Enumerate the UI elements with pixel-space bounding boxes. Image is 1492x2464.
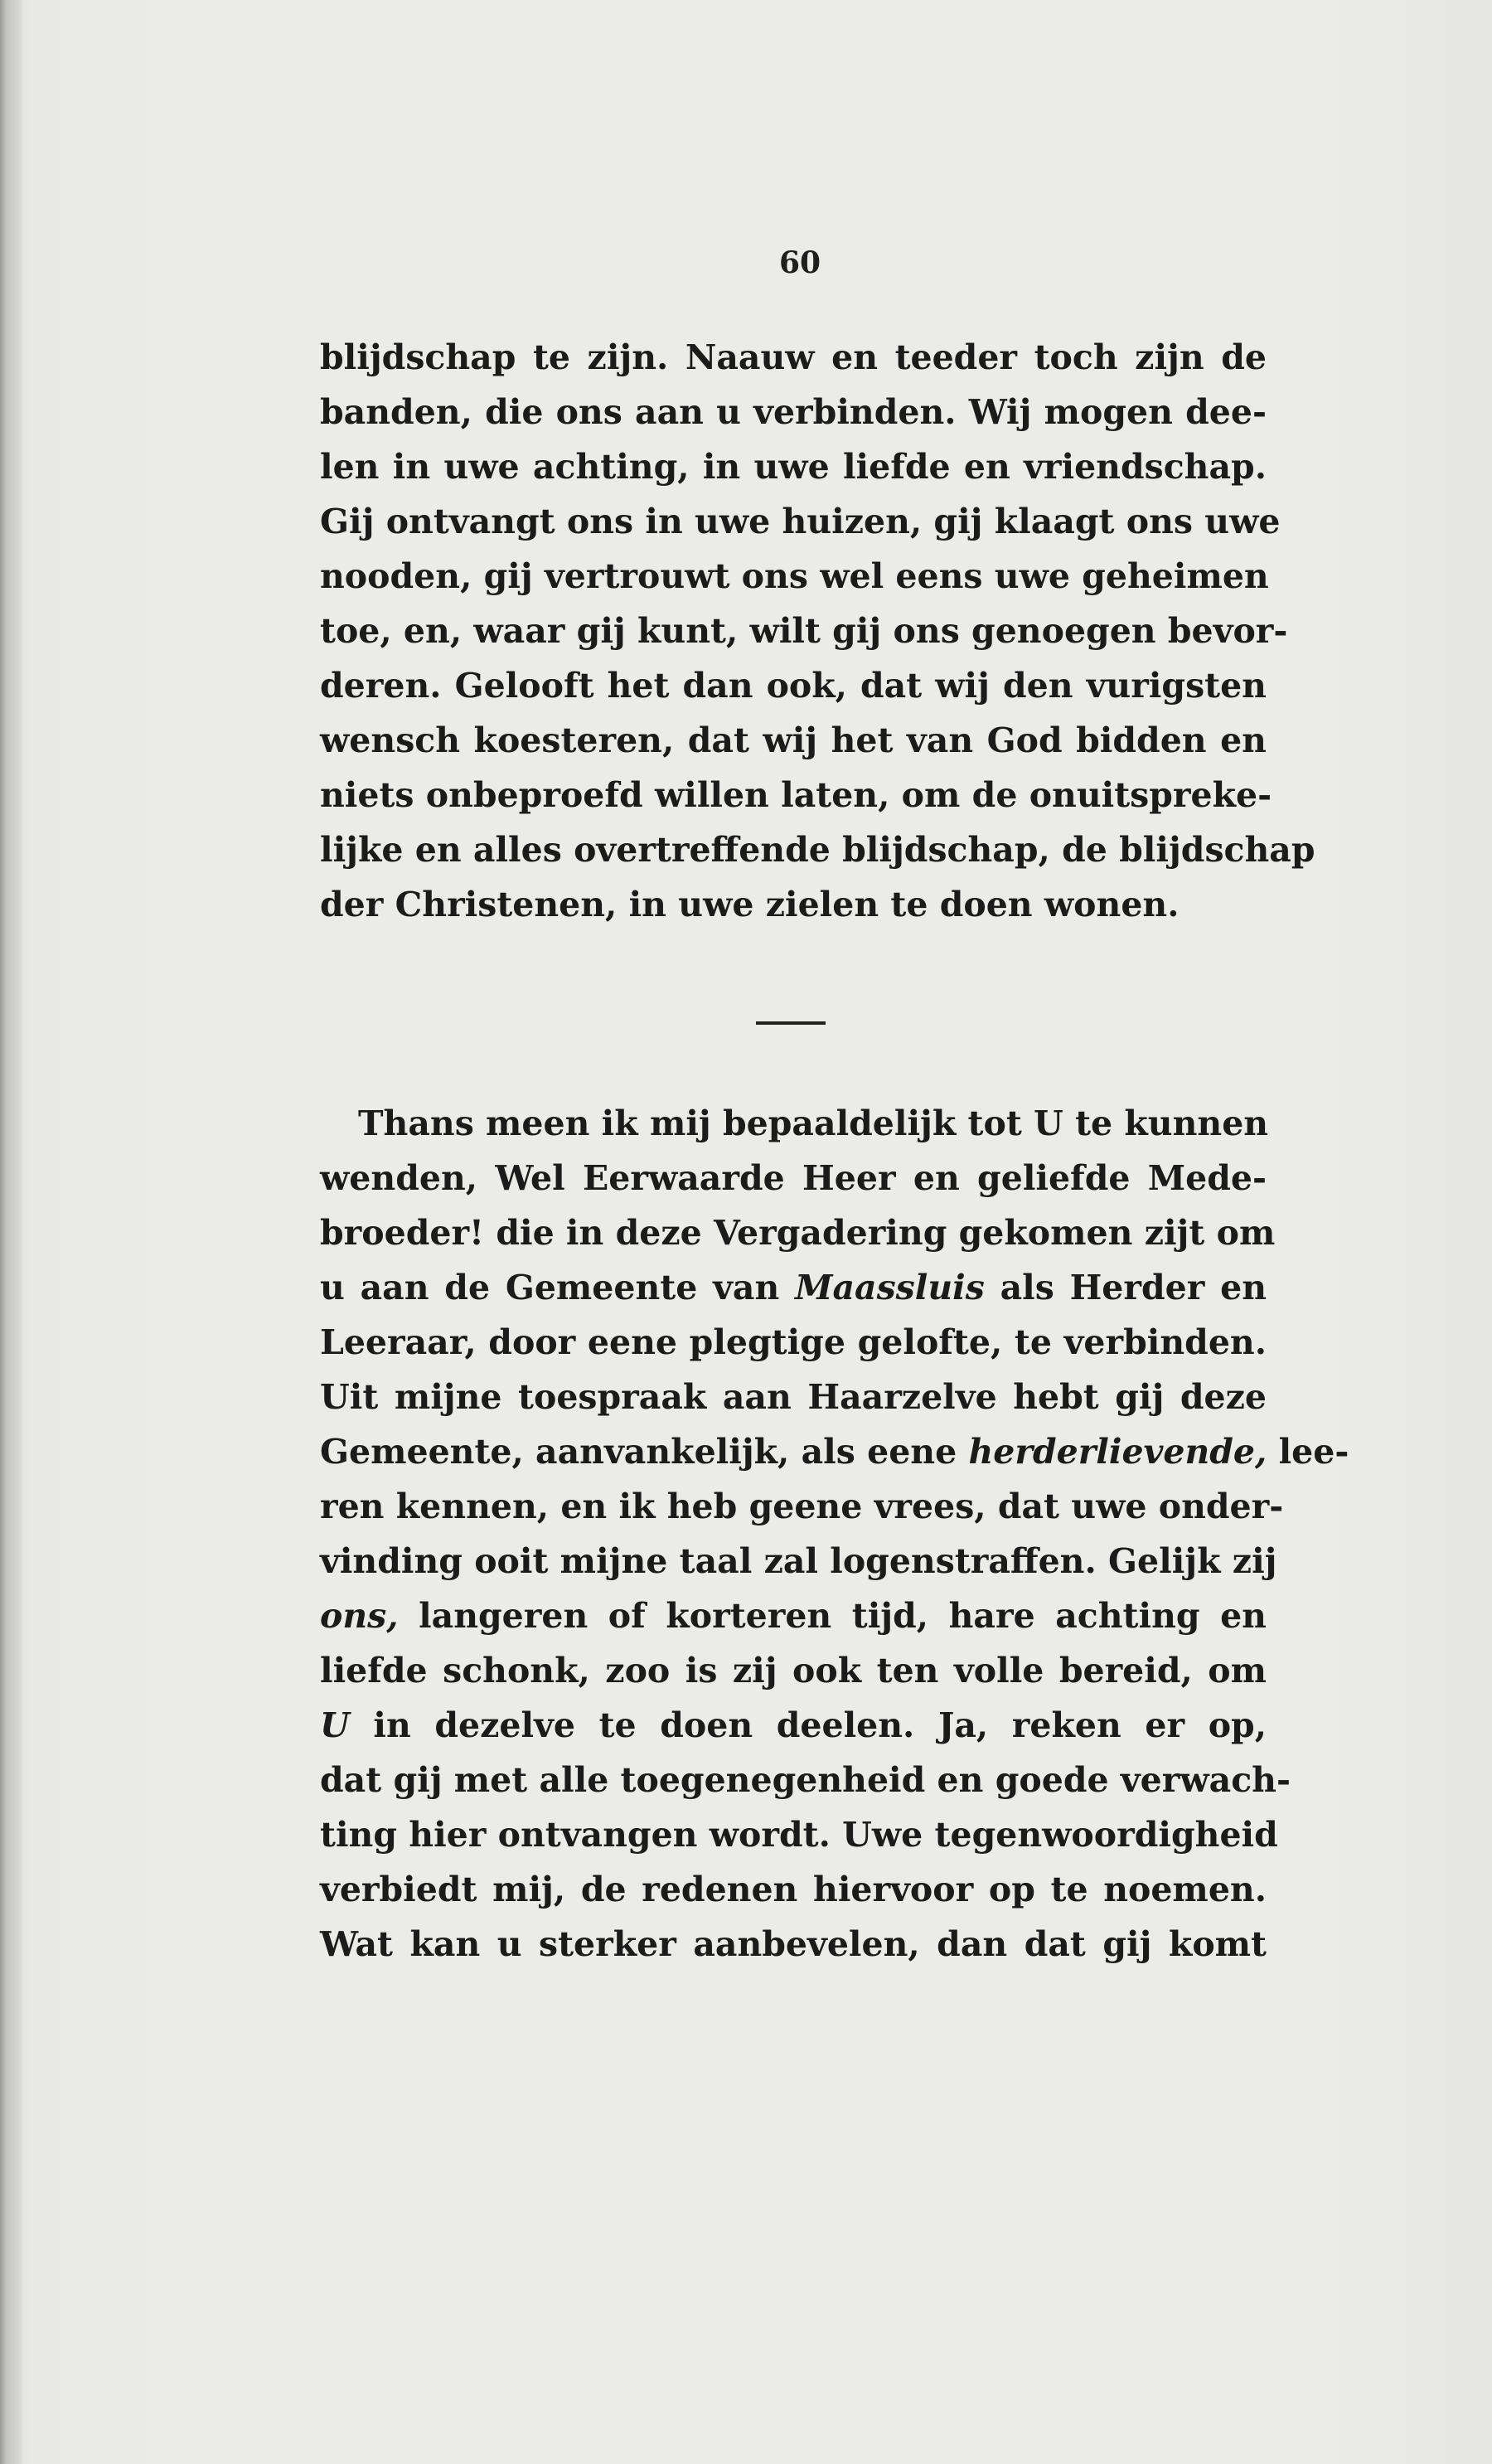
text-span: als Herder en xyxy=(984,1268,1267,1307)
text-line: niets onbeproefd willen laten, om de onuitspreke- xyxy=(320,775,1272,815)
text-line: Leeraar, door eene plegtige gelofte, te verbinden. xyxy=(320,1322,1267,1362)
text-line: toe, en, waar gij kunt, wilt gij ons genoegen bevor- xyxy=(320,611,1288,651)
text-line: lijke en alles overtreffende blijdschap, de blijdschap xyxy=(320,830,1315,870)
text-line: Thans meen ik mij bepaaldelijk tot U te kunnen xyxy=(358,1103,1269,1143)
text-line: liefde schonk, zoo is zij ook ten volle bereid, om xyxy=(320,1651,1267,1690)
text-span: in dezelve te doen deelen. Ja, reken er op, xyxy=(349,1705,1267,1745)
text-line: blijdschap te zijn. Naauw en teeder toch zijn de xyxy=(320,337,1267,377)
paragraph-2 xyxy=(320,1096,1349,1972)
section-separator-rule xyxy=(756,1021,826,1025)
text-line: len in uwe achting, in uwe liefde en vriendschap. xyxy=(320,447,1267,487)
place-name-italic: Maassluis xyxy=(795,1268,985,1307)
page-binding-edge xyxy=(0,0,22,2464)
text-span: lee- xyxy=(1267,1432,1349,1472)
text-line: verbiedt mij, de redenen hiervoor op te noemen. xyxy=(320,1870,1267,1909)
text-line: Wat kan u sterker aanbevelen, dan dat gij komt xyxy=(320,1924,1267,1964)
text-line xyxy=(320,1260,1267,1315)
text-line: wensch koesteren, dat wij het van God bidden en xyxy=(320,720,1267,760)
text-line: Uit mijne toespraak aan Haarzelve hebt gij deze xyxy=(320,1377,1267,1417)
text-line xyxy=(320,1698,1267,1753)
text-line: ting hier ontvangen wordt. Uwe tegenwoordigheid xyxy=(320,1815,1278,1855)
text-span: Gemeente, aanvankelijk, als eene xyxy=(320,1432,969,1472)
text-line: vinding ooit mijne taal zal logenstraffen. Gelijk zij xyxy=(320,1541,1277,1581)
emphasis-italic: U xyxy=(320,1705,350,1745)
text-line: deren. Gelooft het dan ook, dat wij den vurigsten xyxy=(320,666,1267,706)
text-span: u aan de Gemeente van xyxy=(320,1268,796,1307)
text-line: nooden, gij vertrouwt ons wel eens uwe geheimen xyxy=(320,556,1269,596)
page-number: 60 xyxy=(778,245,821,280)
emphasis-italic: ons, xyxy=(320,1596,399,1636)
paragraph-1 xyxy=(320,330,1315,932)
text-line: broeder! die in deze Vergadering gekomen zijt om xyxy=(320,1213,1276,1253)
emphasis-italic: herderlievende, xyxy=(968,1432,1267,1472)
text-line: Gij ontvangt ons in uwe huizen, gij klaagt ons uwe xyxy=(320,502,1281,541)
text-line: banden, die ons aan u verbinden. Wij mogen dee- xyxy=(320,392,1267,432)
text-line: ren kennen, en ik heb geene vrees, dat uwe onder- xyxy=(320,1487,1284,1526)
text-line: der Christenen, in uwe zielen te doen wonen. xyxy=(320,885,1180,924)
text-line: wenden, Wel Eerwaarde Heer en geliefde Mede- xyxy=(320,1158,1267,1198)
text-line xyxy=(320,1424,1349,1479)
text-line xyxy=(320,1589,1267,1643)
text-span: langeren of korteren tijd, hare achting en xyxy=(398,1596,1267,1636)
text-line: dat gij met alle toegenegenheid en goede verwach- xyxy=(320,1760,1291,1800)
